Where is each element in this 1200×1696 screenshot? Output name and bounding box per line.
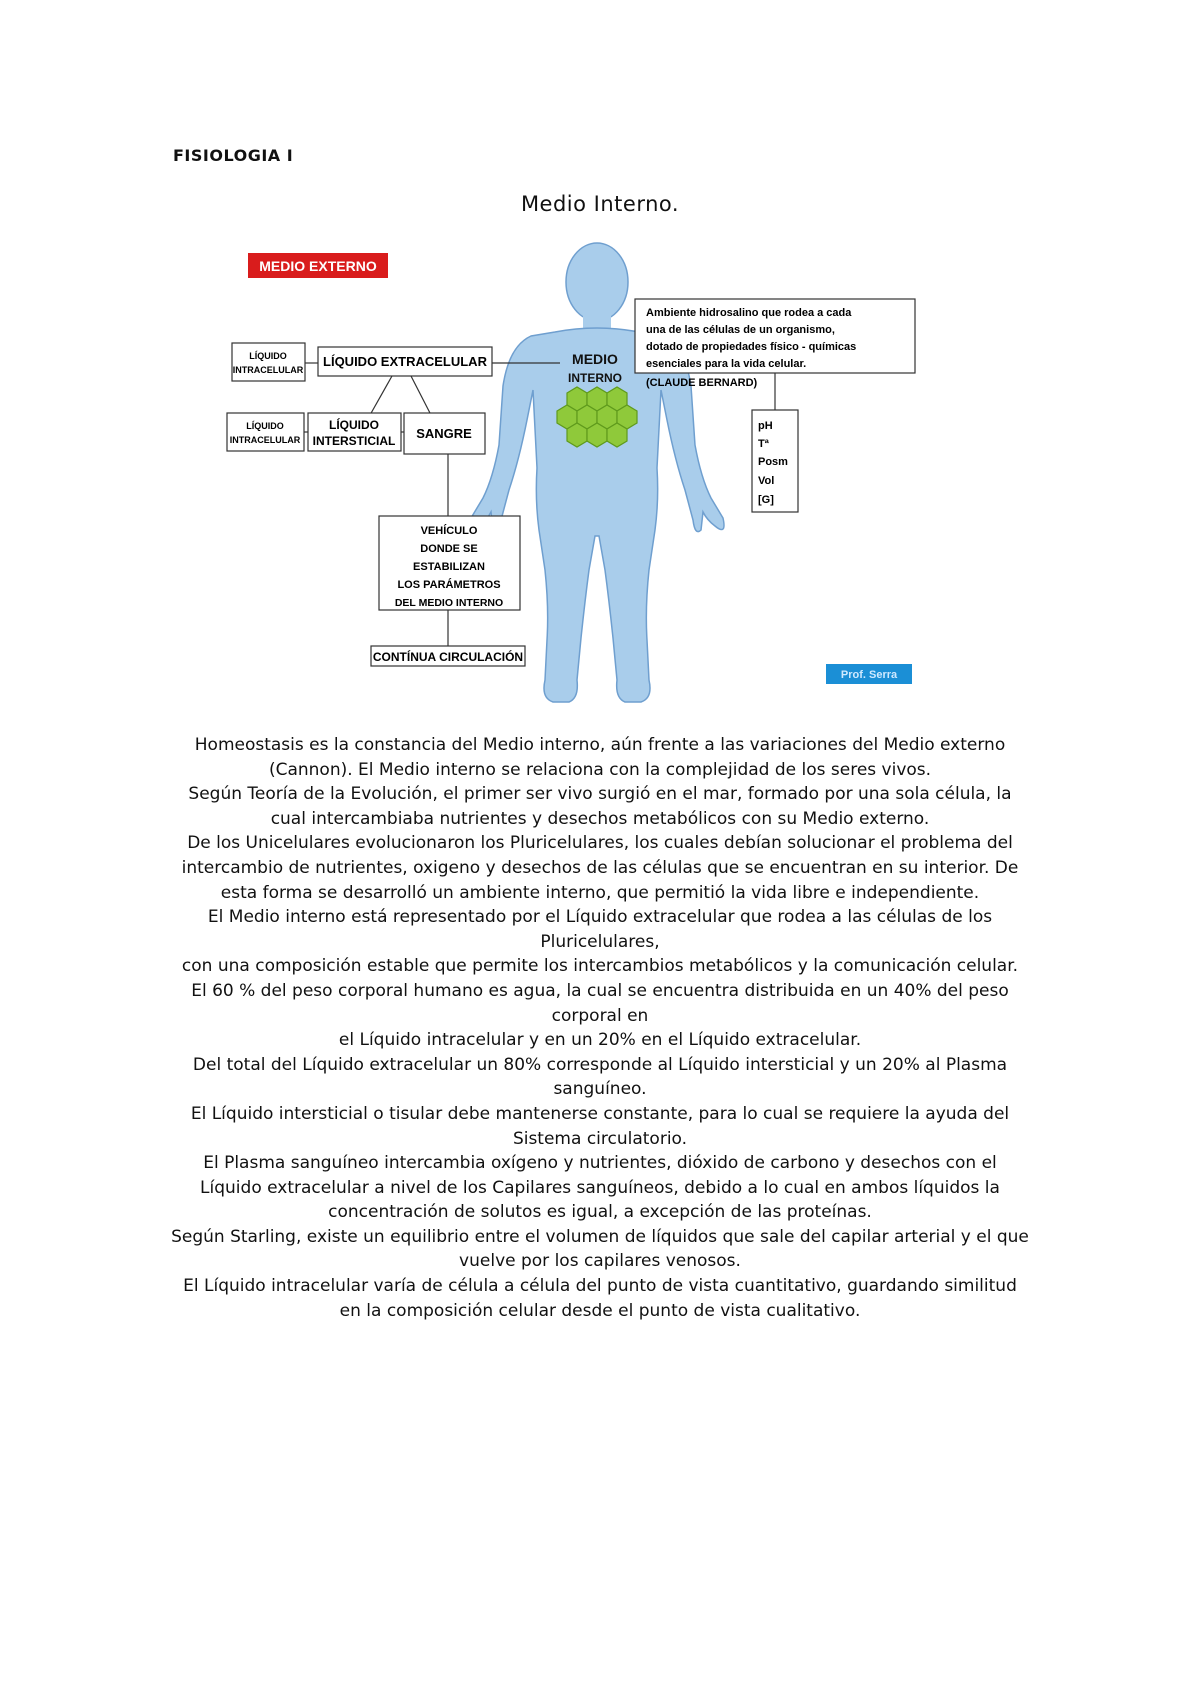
vehiculo-line-1: VEHÍCULO bbox=[420, 525, 478, 537]
paragraph-5: con una composición estable que permite los intercambios metabólicos y la comunicación celular. bbox=[181, 956, 1019, 977]
parameter-vol: Vol bbox=[758, 475, 775, 487]
vehiculo-line-2: DONDE SE bbox=[420, 543, 478, 555]
medio-externo-label: MEDIO EXTERNO bbox=[259, 258, 377, 274]
page-title: Medio Interno. bbox=[520, 192, 680, 216]
liquido-extracelular-label: LÍQUIDO EXTRACELULAR bbox=[323, 354, 487, 369]
course-header: FISIOLOGIA I bbox=[173, 146, 294, 165]
parameter-ph: pH bbox=[758, 420, 773, 432]
liquido-intracelular-box-1 bbox=[232, 343, 305, 381]
continua-circulacion-label: CONTÍNUA CIRCULACIÓN bbox=[372, 650, 524, 664]
liquido-intersticial-line-b: INTERSTICIAL bbox=[312, 434, 396, 448]
paragraph-10: El Plasma sanguíneo intercambia oxígeno y nutrientes, dióxido de carbono y desechos con el Líquido extracelular a nivel de los Capilares sanguíneos, debido a lo cual en ambos líquidos la concentración de solutos es igual, a excepción de las proteínas. bbox=[200, 1153, 1000, 1223]
definition-line-2: una de las células de un organismo, bbox=[646, 324, 835, 336]
definition-line-3: dotado de propiedades físico - químicas bbox=[646, 341, 857, 353]
body-text bbox=[170, 733, 1030, 1323]
paragraph-2: Según Teoría de la Evolución, el primer ser vivo surgió en el mar, formado por una sola célula, la cual intercambiaba nutrientes y desechos metabólicos con su Medio externo. bbox=[188, 784, 1012, 829]
credit-badge: Prof. Serra bbox=[840, 669, 898, 681]
parameter-posm: Posm bbox=[758, 456, 788, 468]
parameter-temp: Tª bbox=[758, 438, 769, 450]
paragraph-12: El Líquido intracelular varía de célula a célula del punto de vista cuantitativo, guardando similitud en la composición celular desde el punto de vista cualitativo. bbox=[183, 1276, 1017, 1321]
vehiculo-line-5: DEL MEDIO INTERNO bbox=[394, 597, 504, 609]
definition-line-5: (CLAUDE BERNARD) bbox=[646, 377, 758, 389]
liquido-intracelular-1-line-a: LÍQUIDO bbox=[249, 351, 287, 361]
paragraph-1: Homeostasis es la constancia del Medio interno, aún frente a las variaciones del Medio externo (Cannon). El Medio interno se relaciona con la complejidad de los seres vivos. bbox=[194, 735, 1006, 780]
paragraph-6: El 60 % del peso corporal humano es agua, la cual se encuentra distribuida en un 40% del peso corporal en bbox=[191, 980, 1009, 1026]
paragraph-4: El Medio interno está representado por el Líquido extracelular que rodea a las células de los Pluricelulares, bbox=[207, 907, 993, 952]
definition-line-1: Ambiente hidrosalino que rodea a cada bbox=[646, 307, 852, 319]
liquido-intracelular-2-line-b: INTRACELULAR bbox=[229, 435, 301, 445]
liquido-intracelular-2-line-a: LÍQUIDO bbox=[246, 421, 284, 431]
medio-interno-diagram bbox=[215, 240, 975, 710]
vehiculo-line-4: LOS PARÁMETROS bbox=[397, 579, 501, 591]
paragraph-8: Del total del Líquido extracelular un 80% corresponde al Líquido intersticial y un 20% al Plasma sanguíneo. bbox=[192, 1054, 1008, 1100]
paragraph-7: el Líquido intracelular y en un 20% en el Líquido extracelular. bbox=[338, 1030, 862, 1051]
paragraph-9: El Líquido intersticial o tisular debe mantenerse constante, para lo cual se requiere la ayuda del Sistema circulatorio. bbox=[190, 1103, 1010, 1149]
liquido-intersticial-line-a: LÍQUIDO bbox=[329, 418, 379, 432]
liquido-intracelular-1-line-b: INTRACELULAR bbox=[232, 365, 304, 375]
liquido-intracelular-box-2 bbox=[227, 413, 304, 451]
vehiculo-line-3: ESTABILIZAN bbox=[413, 561, 485, 573]
sangre-label: SANGRE bbox=[416, 426, 472, 441]
paragraph-3: De los Unicelulares evolucionaron los Pluricelulares, los cuales debían solucionar el problema del intercambio de nutrientes, oxigeno y desechos de las células que se encuentran en su interior. De esta forma se desarrolló un ambiente interno, que permitió la vida libre e independiente. bbox=[181, 833, 1019, 903]
parameter-glucose: [G] bbox=[758, 494, 774, 506]
paragraph-11: Según Starling, existe un equilibrio entre el volumen de líquidos que sale del capilar arterial y el que vuelve por los capilares venosos. bbox=[171, 1226, 1029, 1272]
definition-line-4: esenciales para la vida celular. bbox=[646, 358, 807, 370]
cells-cluster bbox=[557, 387, 637, 447]
medio-interno-label-a: MEDIO bbox=[572, 351, 618, 367]
medio-interno-label-b: INTERNO bbox=[568, 371, 622, 385]
